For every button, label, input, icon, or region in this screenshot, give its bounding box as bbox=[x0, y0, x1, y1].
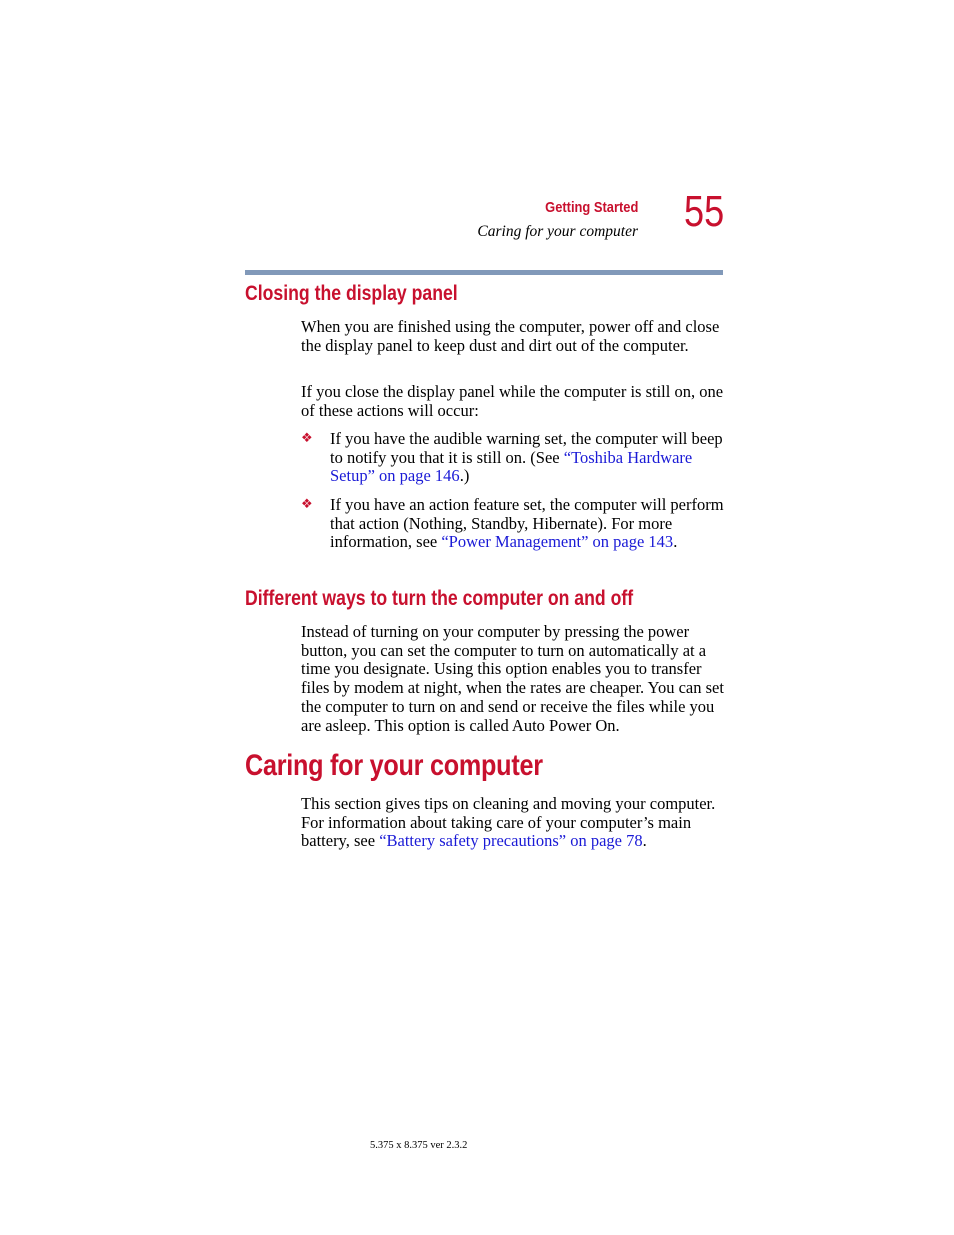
running-header-section: Getting Started bbox=[544, 199, 638, 216]
bullet-text-start: If you have an action feature set, the computer will perform that action (Nothing, Standby, Hibernate). For more information, see bbox=[330, 495, 724, 552]
caring-paragraph bbox=[301, 795, 731, 851]
running-header-topic: Caring for your computer bbox=[477, 223, 638, 240]
link-battery-safety[interactable]: “Battery safety precautions” on page 78 bbox=[379, 831, 643, 851]
closing-paragraph-1: When you are finished using the computer, power off and close the display panel to keep dust and dirt out of the computer. bbox=[301, 317, 720, 355]
page-number: 55 bbox=[684, 187, 725, 236]
bullet-text-end: . bbox=[673, 532, 678, 552]
link-power-management[interactable]: “Power Management” on page 143 bbox=[441, 532, 674, 552]
heading-closing-display: Closing the display panel bbox=[245, 282, 458, 305]
heading-caring: Caring for your computer bbox=[245, 749, 543, 782]
footer-version: 5.375 x 8.375 ver 2.3.2 bbox=[370, 1140, 468, 1151]
link-toshiba-hardware-setup[interactable]: “Toshiba Hardware Setup” on page 146 bbox=[330, 447, 693, 486]
heading-different-ways: Different ways to turn the computer on and off bbox=[245, 587, 634, 610]
bullet-text-start: If you have the audible warning set, the computer will beep to notify you that it is still on. (See bbox=[330, 429, 723, 467]
bullet-text bbox=[330, 430, 730, 486]
closing-paragraph-2: If you close the display panel while the computer is still on, one of these actions will occur: bbox=[301, 382, 724, 420]
bullet-text bbox=[330, 496, 730, 552]
diamond-bullet-icon: ❖ bbox=[301, 497, 313, 512]
caring-text-start: This section gives tips on cleaning and moving your computer. For information about taking care of your computer’s main battery, see bbox=[301, 794, 716, 851]
header-rule bbox=[245, 270, 723, 275]
ways-paragraph: Instead of turning on your computer by pressing the power button, you can set the computer to turn on automatically at a time you designate. Using this option enables you to transfer files by modem at night, when the rates are cheaper. You can set the computer to turn on and send or receive the files while you are asleep. This option is called Auto Power On. bbox=[301, 622, 724, 735]
caring-text-end: . bbox=[642, 831, 647, 851]
bullet-text-end: .) bbox=[459, 466, 470, 486]
diamond-bullet-icon: ❖ bbox=[301, 431, 313, 446]
